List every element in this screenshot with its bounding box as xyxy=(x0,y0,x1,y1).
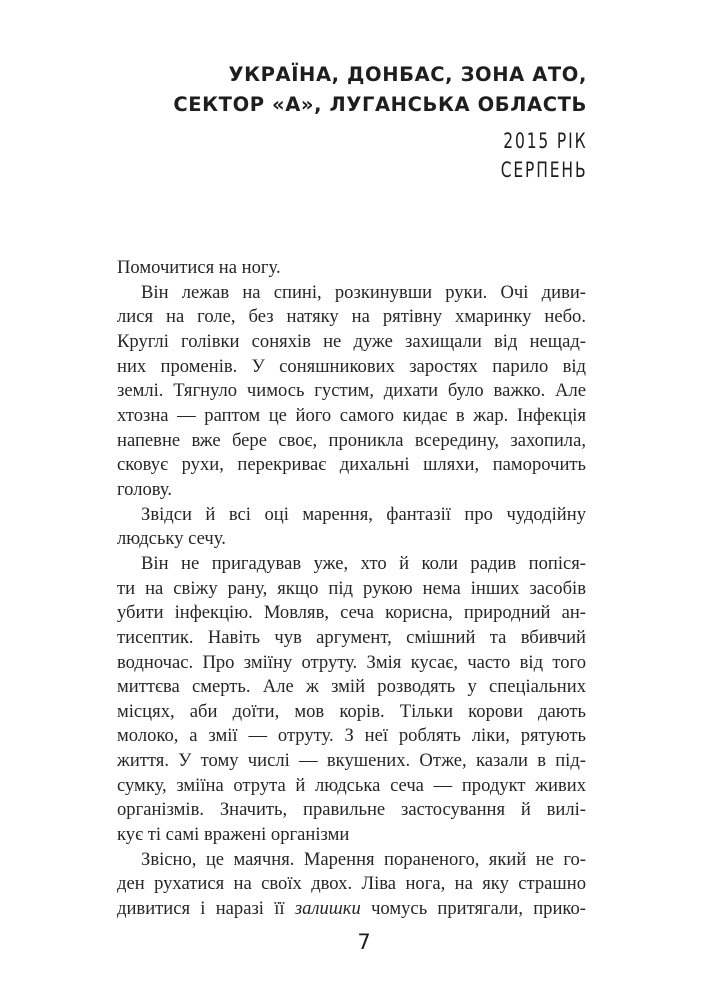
paragraph-line: ти на свіжу рану, якщо під рукою нема інших засобів xyxy=(117,577,586,599)
paragraph-line: Він лежав на спині, розкинувши руки. Очі диви- xyxy=(141,281,586,303)
heading-line-1: УКРАЇНА, ДОНБАС, ЗОНА АТО, xyxy=(228,63,587,86)
paragraph-line-part: чомусь притягали, прико- xyxy=(371,898,587,920)
paragraph-line: напевне вже бере своє, проникла всередину, захопила, xyxy=(117,429,586,451)
paragraph-line: кує ті самі вражені організми xyxy=(117,824,350,846)
paragraph-line: убити інфекцію. Мовляв, сеча корисна, природний ан- xyxy=(117,602,586,624)
paragraph-line: Помочитися на ногу. xyxy=(117,257,281,278)
paragraph-line: голову. xyxy=(117,478,173,500)
heading-line-2: СЕКТОР «А», ЛУГАНСЬКА ОБЛАСТЬ xyxy=(173,93,587,116)
chapter-heading xyxy=(173,60,587,120)
body-text xyxy=(117,256,586,922)
paragraph-line: тисептик. Навіть чув аргумент, смішний та вбивчий xyxy=(117,626,586,648)
paragraph-line: лися на голе, без натяку на рятівну хмаринку небо. xyxy=(117,306,586,328)
paragraph-line: хтозна — раптом це його самого кидає в жар. Інфекція xyxy=(117,404,586,426)
paragraph-line: людську сечу. xyxy=(117,528,226,550)
paragraph-line: водночас. Про зміїну отруту. Змія кусає, часто від того xyxy=(117,651,586,673)
paragraph-line: організмів. Значить, правильне застосування й вилі- xyxy=(117,799,586,821)
dateline-year: 2015 РІК xyxy=(502,129,587,154)
paragraph-line: місцях, аби доїти, мов корів. Тільки корови дають xyxy=(117,700,586,722)
dateline-month: СЕРПЕНЬ xyxy=(500,158,587,183)
paragraph-line-part: дивитися і наразі її xyxy=(117,898,285,920)
paragraph-line: землі. Тягнуло чимось густим, дихати було важко. Але xyxy=(117,380,586,402)
page-number: 7 xyxy=(357,930,371,954)
paragraph-line: сумку, зміїна отрута й людська сеча — продукт живих xyxy=(117,774,586,796)
italic-word: залишки xyxy=(294,898,361,920)
paragraph-line: них променів. У соняшникових заростях парило від xyxy=(117,355,586,377)
paragraph-line-mixed xyxy=(117,897,586,922)
paragraph-line: миттєва смерть. Але ж змій розводять у спеціальних xyxy=(117,676,586,698)
paragraph-line: Звідси й всі оці марення, фантазії про чудодійну xyxy=(141,503,586,525)
paragraph-line: Звісно, це маячня. Марення пораненого, який не го- xyxy=(141,848,586,870)
paragraph-line: життя. У тому числі — вкушених. Отже, казали в під- xyxy=(117,750,586,772)
paragraph-line: Круглі голівки соняхів не дуже захищали від нещад- xyxy=(117,330,586,352)
paragraph-line: ден рухатися на своїх двох. Ліва нога, на яку страшно xyxy=(117,873,586,895)
paragraph-line: Він не пригадував уже, хто й коли радив попіся- xyxy=(141,552,586,574)
paragraph-line: сковує рухи, перекриває дихальні шляхи, паморочить xyxy=(117,454,586,476)
dateline xyxy=(500,127,587,185)
paragraph-line: молоко, а змії — отруту. З неї роблять ліки, рятують xyxy=(117,725,586,747)
